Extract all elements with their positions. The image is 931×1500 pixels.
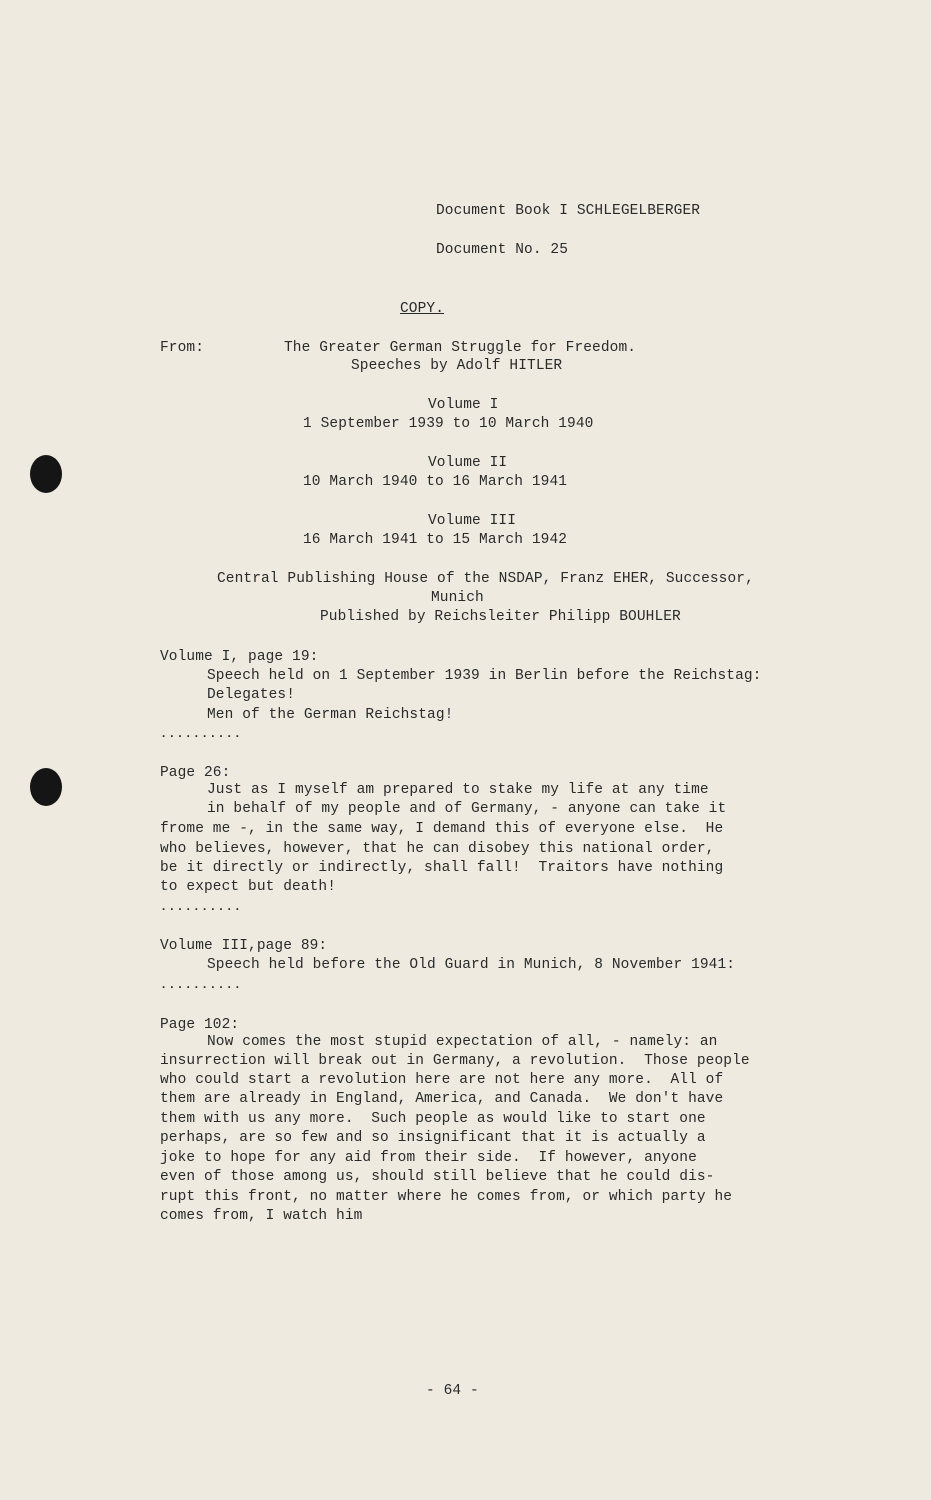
source-subtitle: Speeches by Adolf HITLER xyxy=(351,358,563,374)
section-2-line-3: frome me -, in the same way, I demand this of everyone else. He xyxy=(160,821,724,837)
section-4-line-9: rupt this front, no matter where he comes from, or which party he xyxy=(160,1189,733,1205)
section-3-reference: Volume III,page 89: xyxy=(160,938,328,954)
volume-1-dates: 1 September 1939 to 10 March 1940 xyxy=(303,416,594,432)
copy-heading: COPY. xyxy=(400,301,445,317)
volume-3-label: Volume III xyxy=(428,513,517,529)
document-number: Document No. 25 xyxy=(436,242,569,258)
section-2-line-5: be it directly or indirectly, shall fall! Traitors have nothing xyxy=(160,860,724,876)
publisher-city: Munich xyxy=(431,590,484,606)
section-4-line-1: Now comes the most stupid expectation of all, - namely: an xyxy=(207,1034,718,1050)
section-1-ellipsis: .......... xyxy=(160,727,243,741)
punch-hole-top xyxy=(30,455,62,493)
section-2-line-4: who believes, however, that he can disobey this national order, xyxy=(160,841,715,857)
section-4-line-3: who could start a revolution here are not here any more. All of xyxy=(160,1072,724,1088)
page-number: - 64 - xyxy=(426,1383,479,1399)
section-2-line-6: to expect but death! xyxy=(160,879,337,895)
section-2-ellipsis: .......... xyxy=(160,900,243,914)
volume-3-dates: 16 March 1941 to 15 March 1942 xyxy=(303,532,568,548)
volume-2-dates: 10 March 1940 to 16 March 1941 xyxy=(303,474,568,490)
source-title: The Greater German Struggle for Freedom. xyxy=(284,340,637,356)
published-by: Published by Reichsleiter Philipp BOUHLER xyxy=(320,609,681,625)
section-4-line-6: perhaps, are so few and so insignificant that it is actually a xyxy=(160,1130,706,1146)
volume-1-label: Volume I xyxy=(428,397,499,413)
section-1-reference: Volume I, page 19: xyxy=(160,649,319,665)
from-label: From: xyxy=(160,340,205,356)
publisher: Central Publishing House of the NSDAP, Franz EHER, Successor, xyxy=(217,571,754,587)
document-book-header: Document Book I SCHLEGELBERGER xyxy=(436,203,701,219)
section-4-line-8: even of those among us, should still believe that he could dis- xyxy=(160,1169,715,1185)
section-4-line-4: them are already in England, America, and Canada. We don't have xyxy=(160,1091,724,1107)
section-3-line-1: Speech held before the Old Guard in Munich, 8 November 1941: xyxy=(207,957,736,973)
section-4-line-5: them with us any more. Such people as would like to start one xyxy=(160,1111,706,1127)
section-1-line-2: Delegates! xyxy=(207,687,296,703)
section-3-ellipsis: .......... xyxy=(160,978,243,992)
section-4-reference: Page 102: xyxy=(160,1017,240,1033)
section-1-line-1: Speech held on 1 September 1939 in Berlin before the Reichstag: xyxy=(207,668,762,684)
section-4-line-7: joke to hope for any aid from their side. If however, anyone xyxy=(160,1150,697,1166)
section-2-reference: Page 26: xyxy=(160,765,231,781)
volume-2-label: Volume II xyxy=(428,455,508,471)
section-4-line-2: insurrection will break out in Germany, a revolution. Those people xyxy=(160,1053,750,1069)
section-4-line-10: comes from, I watch him xyxy=(160,1208,363,1224)
punch-hole-bottom xyxy=(30,768,62,806)
section-2-line-2: in behalf of my people and of Germany, - anyone can take it xyxy=(207,801,727,817)
section-1-line-3: Men of the German Reichstag! xyxy=(207,707,454,723)
section-2-line-1: Just as I myself am prepared to stake my life at any time xyxy=(207,782,709,798)
